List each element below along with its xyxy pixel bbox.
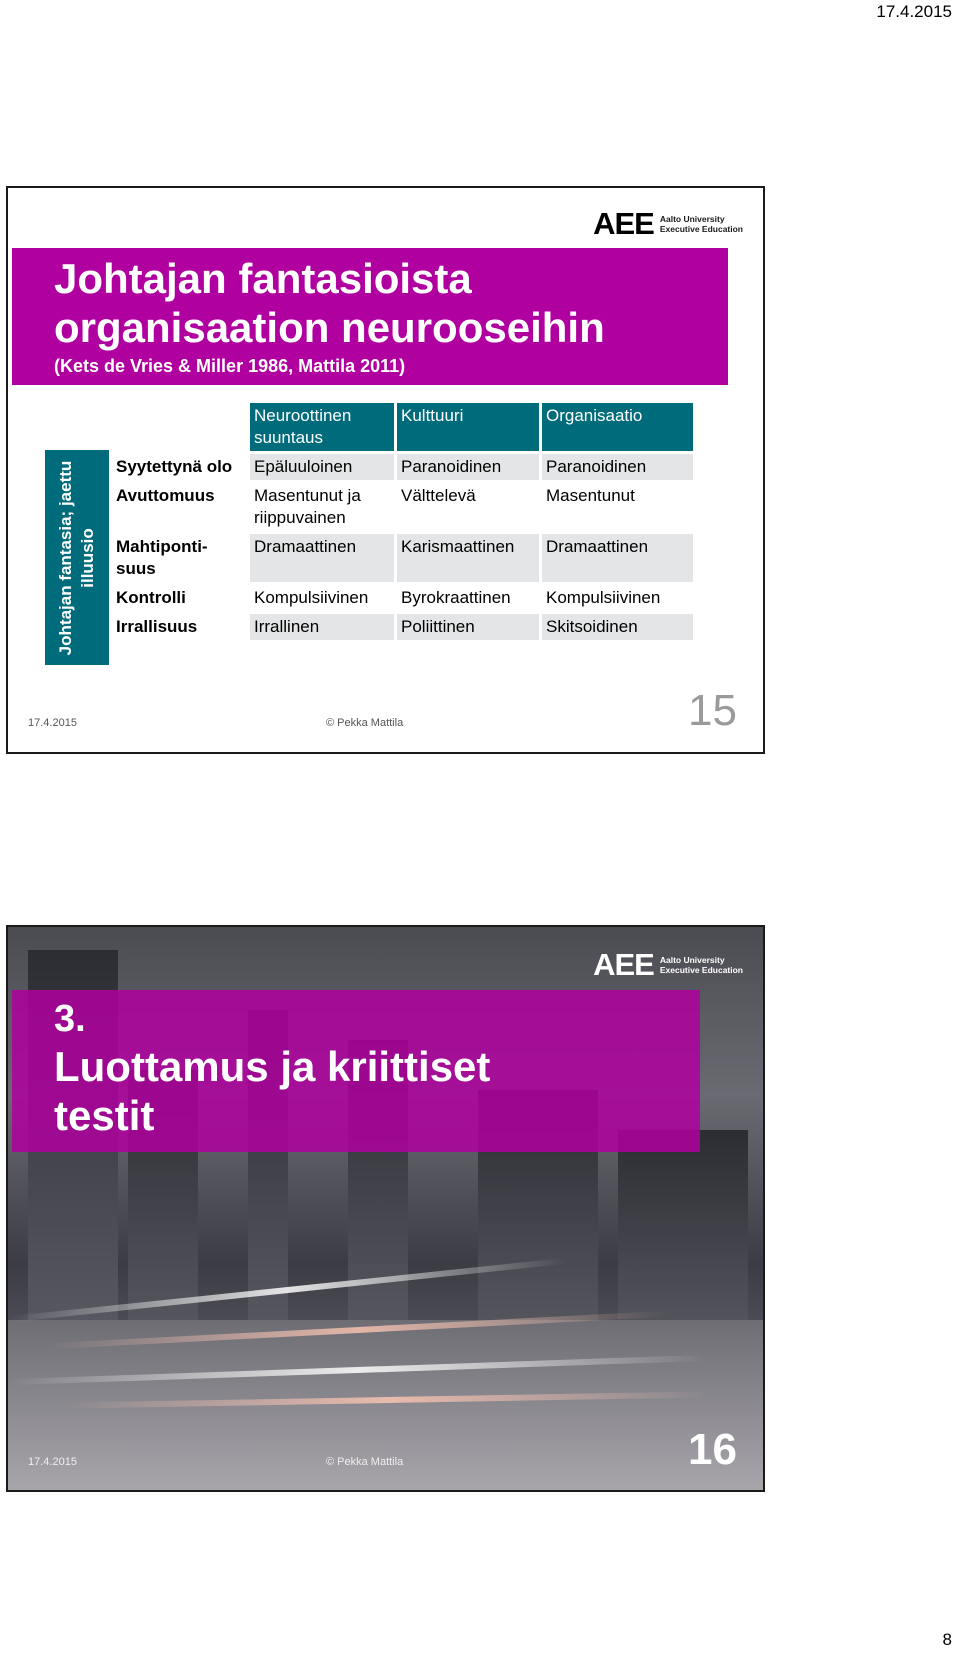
table-cell: Dramaattinen [539,534,693,582]
logo-unit [660,955,743,975]
slide-number: 16 [688,1425,737,1474]
table-cell: Paranoidinen [539,454,693,480]
logo-mark: AEE [593,206,654,241]
slide-subtitle: (Kets de Vries & Miller 1986, Mattila 2011) [54,356,406,376]
page-number: 8 [942,1630,952,1649]
header-cell: Kulttuuri [394,403,539,451]
title-line-2: testit [54,1092,155,1139]
table-cell: Paranoidinen [394,454,539,480]
table-cell: Irrallinen [250,614,394,640]
slide-title [54,1042,490,1140]
row-label: Avuttomuus [116,486,215,505]
table-row [112,614,693,640]
title-line-2: organisaation neurooseihin [54,304,605,351]
logo-unit-line1: Aalto University [659,954,725,965]
aee-logo [593,949,743,980]
logo-unit [660,214,743,234]
side-label [45,450,109,665]
slide-title [54,254,605,352]
table-cell: Byrokraattinen [394,585,539,611]
table-cell: Karismaattinen [394,534,539,582]
table-cell: Skitsoidinen [539,614,693,640]
table-row [112,483,693,531]
table-row [112,585,693,611]
table-cell: Välttelevä [394,483,539,531]
page-date: 17.4.2015 [876,2,952,21]
logo-unit-line1: Aalto University [659,213,725,224]
row-label: Syytettynä olo [116,457,233,476]
logo-unit-line2: Executive Education [659,964,743,975]
aee-logo [593,208,743,239]
table-row [112,534,693,582]
table-cell: Dramaattinen [250,534,394,582]
table-cell: Epäluuloinen [250,454,394,480]
header-cell: Organisaatio [539,403,693,451]
row-label: Kontrolli [116,588,186,607]
slide-15 [6,186,765,754]
row-label: Mahtiponti-suus [116,537,208,578]
logo-unit-line2: Executive Education [659,223,743,234]
logo-mark: AEE [593,947,654,982]
footer-copyright: © Pekka Mattila [326,1456,404,1468]
title-band [12,990,700,1152]
footer-copyright: © Pekka Mattila [326,717,404,729]
slide-16 [6,925,765,1492]
table-cell: Kompulsiivinen [254,588,369,607]
table-cell: Kompulsiivinen [539,585,693,611]
table-header-row [112,403,693,451]
row-label: Irrallisuus [116,617,198,636]
title-line-1: Johtajan fantasioista [54,255,472,302]
table-row [112,454,693,480]
header-cell: Neuroottinen suuntaus [250,403,394,451]
table-cell: Poliittinen [394,614,539,640]
header-cell [112,403,250,451]
title-band [12,248,728,385]
slide-number: 15 [688,686,737,735]
side-label-text: Johtajan fantasia; jaettu illuusio [56,460,97,655]
table-cell: Masentunut [539,483,693,531]
title-line-1: Luottamus ja kriittiset [54,1043,491,1090]
footer-date: 17.4.2015 [28,717,77,729]
footer-date: 17.4.2015 [28,1456,77,1468]
section-number: 3. [54,998,86,1040]
table-cell: Masentunut ja riippuvainen [254,486,361,527]
fantasy-matrix-table [112,400,693,643]
